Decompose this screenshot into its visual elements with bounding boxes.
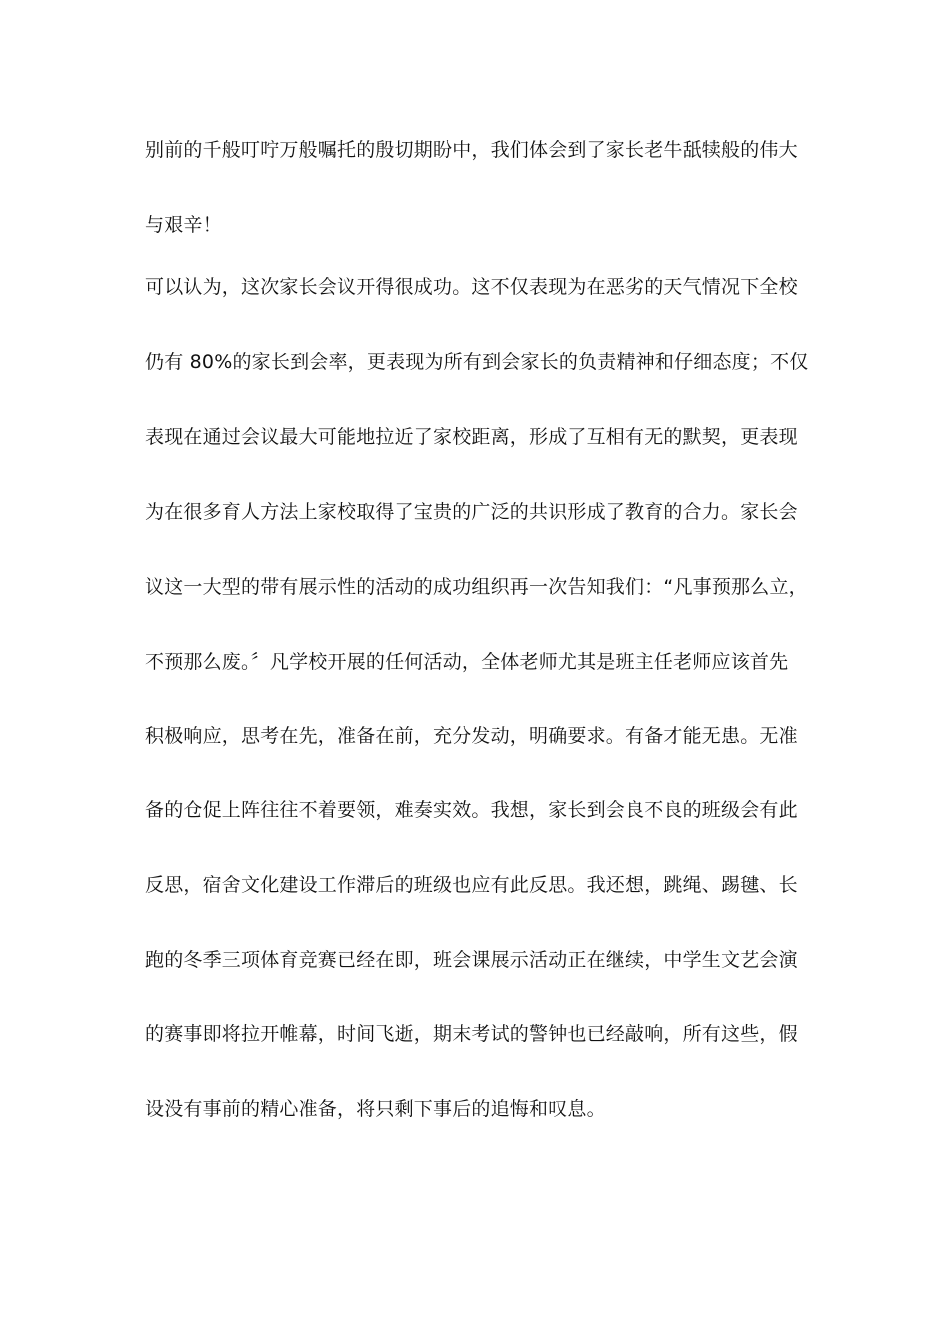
text-line-11: 反思，宿舍文化建设工作滞后的班级也应有此反思。我还想，跳绳、踢毽、长 xyxy=(145,874,798,896)
text-line-4: 仍有 80%的家长到会率，更表现为所有到会家长的负责精神和仔细态度；不仅 xyxy=(145,351,809,373)
text-line-8: 不预那么废。〞凡学校开展的任何活动，全体老师尤其是班主任老师应该首先 xyxy=(145,651,789,673)
text-line-3: 可以认为，这次家长会议开得很成功。这不仅表现为在恶劣的天气情况下全校 xyxy=(145,276,798,298)
text-line-14: 设没有事前的精心准备，将只剩下事后的追悔和叹息。 xyxy=(145,1098,606,1120)
text-line-10: 备的仓促上阵往往不着要领，难奏实效。我想，家长到会良不良的班级会有此 xyxy=(145,799,798,821)
text-line-1: 别前的千般叮咛万般嘱托的殷切期盼中，我们体会到了家长老牛舐犊般的伟大 xyxy=(145,139,798,161)
text-line-5: 表现在通过会议最大可能地拉近了家校距离，形成了互相有无的默契，更表现 xyxy=(145,426,798,448)
text-line-7: 议这一大型的带有展示性的活动的成功组织再一次告知我们：“凡事预那么立， xyxy=(145,576,808,598)
text-line-6: 为在很多育人方法上家校取得了宝贵的广泛的共识形成了教育的合力。家长会 xyxy=(145,501,798,523)
text-line-2: 与艰辛！ xyxy=(145,214,222,236)
text-line-13: 的赛事即将拉开帷幕，时间飞逝，期末考试的警钟也已经敲响，所有这些，假 xyxy=(145,1023,798,1045)
text-line-9: 积极响应，思考在先，准备在前，充分发动，明确要求。有备才能无患。无准 xyxy=(145,725,798,747)
text-line-12: 跑的冬季三项体育竞赛已经在即，班会课展示活动正在继续，中学生文艺会演 xyxy=(145,949,798,971)
